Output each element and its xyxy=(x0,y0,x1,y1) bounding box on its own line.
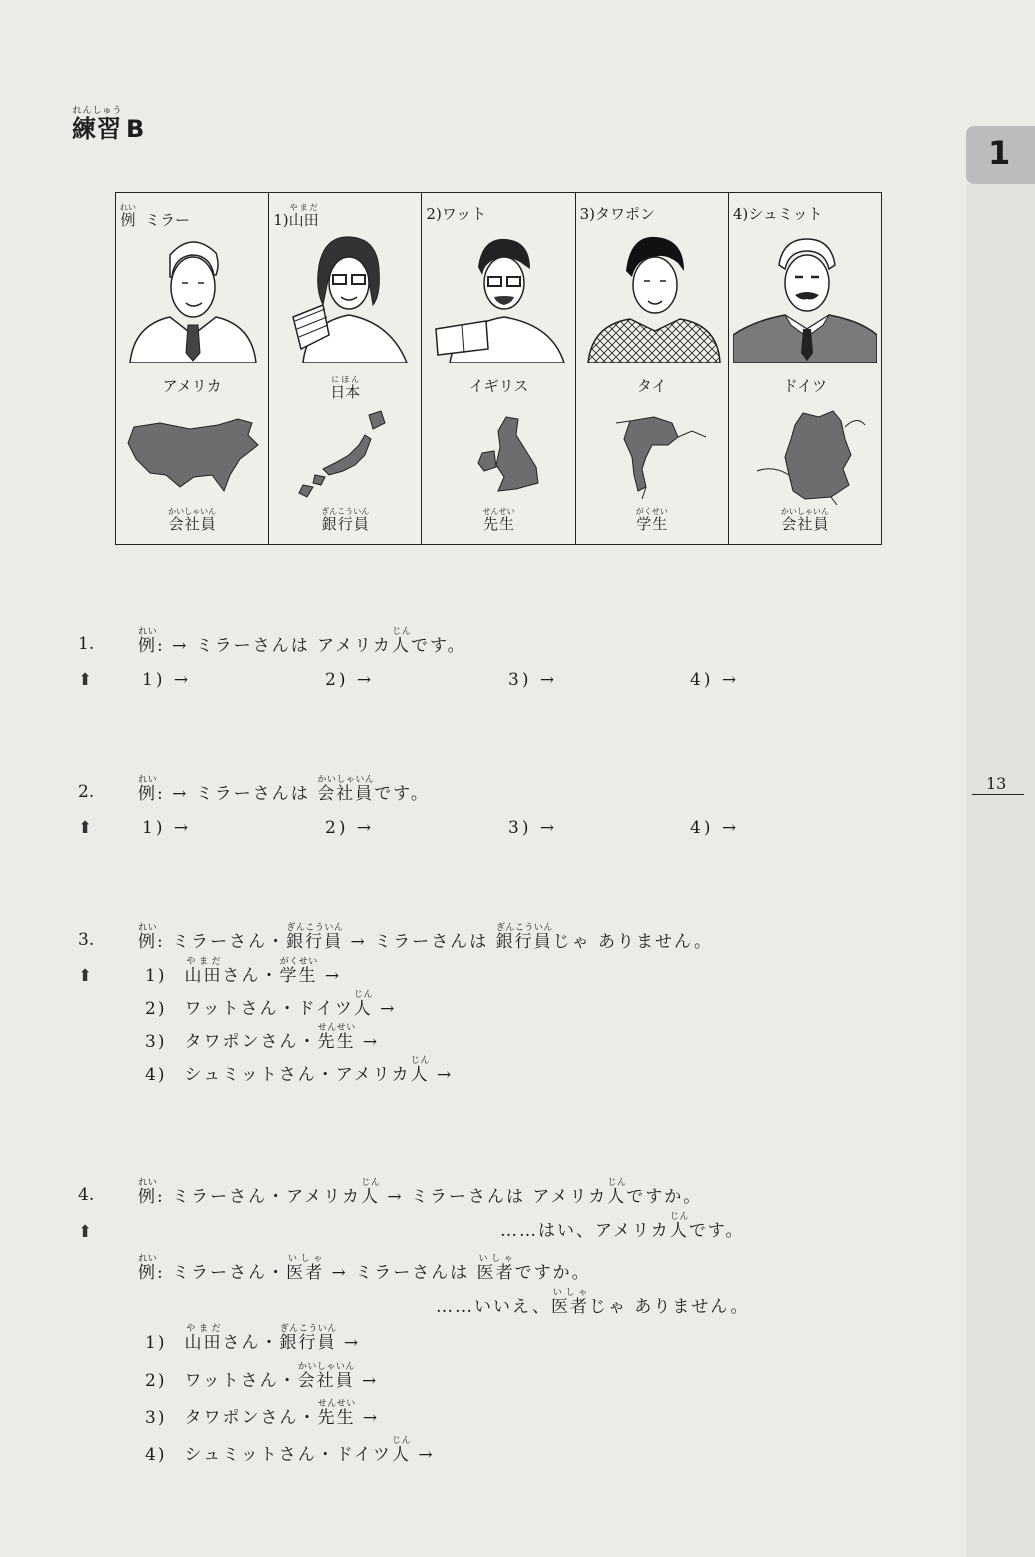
job-label: 学生がくせい xyxy=(635,507,668,533)
drill-item: 3) タワポンさん・先生せんせい → xyxy=(145,1023,380,1052)
drill-item: 4) シュミットさん・ドイツ人じん → xyxy=(145,1436,435,1465)
uk-map-icon xyxy=(426,405,570,505)
upward-arrow-icon: ⬆ xyxy=(78,966,93,986)
upward-arrow-icon: ⬆ xyxy=(78,818,93,838)
column-header: 1)山田やまだ xyxy=(273,203,319,229)
page-edge-strip xyxy=(966,184,1035,1557)
portrait-yamada-icon xyxy=(273,225,417,363)
drill-item: 2) ワットさん・ドイツ人じん → xyxy=(145,990,397,1019)
column-header: 3)タワポン xyxy=(579,205,656,223)
exercise-number: 3. xyxy=(78,930,95,950)
germany-map-icon xyxy=(733,405,877,505)
example-sentence: 例れい: ミラーさん・銀行員ぎんこういん → ミラーさんは 銀行員ぎんこういんじゃ ありません。 xyxy=(138,923,714,952)
japan-map-icon xyxy=(273,405,417,505)
table-column xyxy=(421,193,574,544)
exercise-number: 4. xyxy=(78,1185,95,1205)
example-answer: ……はい、アメリカ人じんです。 xyxy=(500,1212,745,1241)
answer-slot: 4) → xyxy=(690,670,740,690)
answer-slot: 4) → xyxy=(690,818,740,838)
table-column xyxy=(728,193,881,544)
answer-slot: 3) → xyxy=(508,670,558,690)
exercise-number: 1. xyxy=(78,634,95,654)
chapter-tab xyxy=(966,126,1035,184)
chapter-number: 1 xyxy=(988,134,1011,172)
answer-slot: 1) → xyxy=(142,818,192,838)
drill-item: 3) タワポンさん・先生せんせい → xyxy=(145,1399,380,1428)
answer-slot: 2) → xyxy=(325,818,375,838)
character-table xyxy=(115,192,882,545)
country-label: タイ xyxy=(636,377,667,395)
example-answer: ……いいえ、医者いしゃじゃ ありません。 xyxy=(436,1288,750,1317)
drill-item: 2) ワットさん・会社員かいしゃいん → xyxy=(145,1362,379,1391)
job-label: 会社員かいしゃいん xyxy=(780,507,829,533)
usa-map-icon xyxy=(120,405,264,505)
job-label: 先生せんせい xyxy=(482,507,515,533)
column-header: 例れい ミラー xyxy=(120,203,191,229)
country-label: 日本にほん xyxy=(330,375,361,401)
example-sentence: 例れい: → ミラーさんは アメリカ人じんです。 xyxy=(138,627,467,656)
page-number: 13 xyxy=(986,774,1007,793)
job-label: 銀行員ぎんこういん xyxy=(321,507,370,533)
exercise-number: 2. xyxy=(78,782,95,802)
country-label: イギリス xyxy=(468,377,529,395)
column-header: 4)シュミット xyxy=(732,205,823,223)
portrait-miller-icon xyxy=(120,225,264,363)
drill-item: 1) 山田やまださん・学生がくせい → xyxy=(145,957,342,986)
page-title: 練習れんしゅうB xyxy=(72,106,146,143)
answer-slot: 3) → xyxy=(508,818,558,838)
example-sentence: 例れい: ミラーさん・アメリカ人じん → ミラーさんは アメリカ人じんですか。 xyxy=(138,1178,703,1207)
country-label: アメリカ xyxy=(162,377,222,395)
portrait-schmidt-icon xyxy=(733,225,877,363)
drill-item: 4) シュミットさん・アメリカ人じん → xyxy=(145,1056,454,1085)
drill-item: 1) 山田やまださん・銀行員ぎんこういん → xyxy=(145,1324,361,1353)
answer-slot: 1) → xyxy=(142,670,192,690)
page-number-rule xyxy=(972,794,1024,795)
answer-slot: 2) → xyxy=(325,670,375,690)
portrait-watt-icon xyxy=(426,225,570,363)
table-column xyxy=(116,193,268,544)
table-column xyxy=(268,193,421,544)
job-label: 会社員かいしゃいん xyxy=(168,507,217,533)
column-header: 2)ワット xyxy=(426,205,487,223)
upward-arrow-icon: ⬆ xyxy=(78,1222,93,1242)
example-sentence: 例れい: ミラーさん・医者いしゃ → ミラーさんは 医者いしゃですか。 xyxy=(138,1254,591,1283)
portrait-thawaphon-icon xyxy=(580,225,724,363)
upward-arrow-icon: ⬆ xyxy=(78,670,93,690)
table-column xyxy=(575,193,728,544)
thailand-map-icon xyxy=(580,405,724,505)
country-label: ドイツ xyxy=(782,377,828,395)
example-sentence: 例れい: → ミラーさんは 会社員かいしゃいんです。 xyxy=(138,775,430,804)
